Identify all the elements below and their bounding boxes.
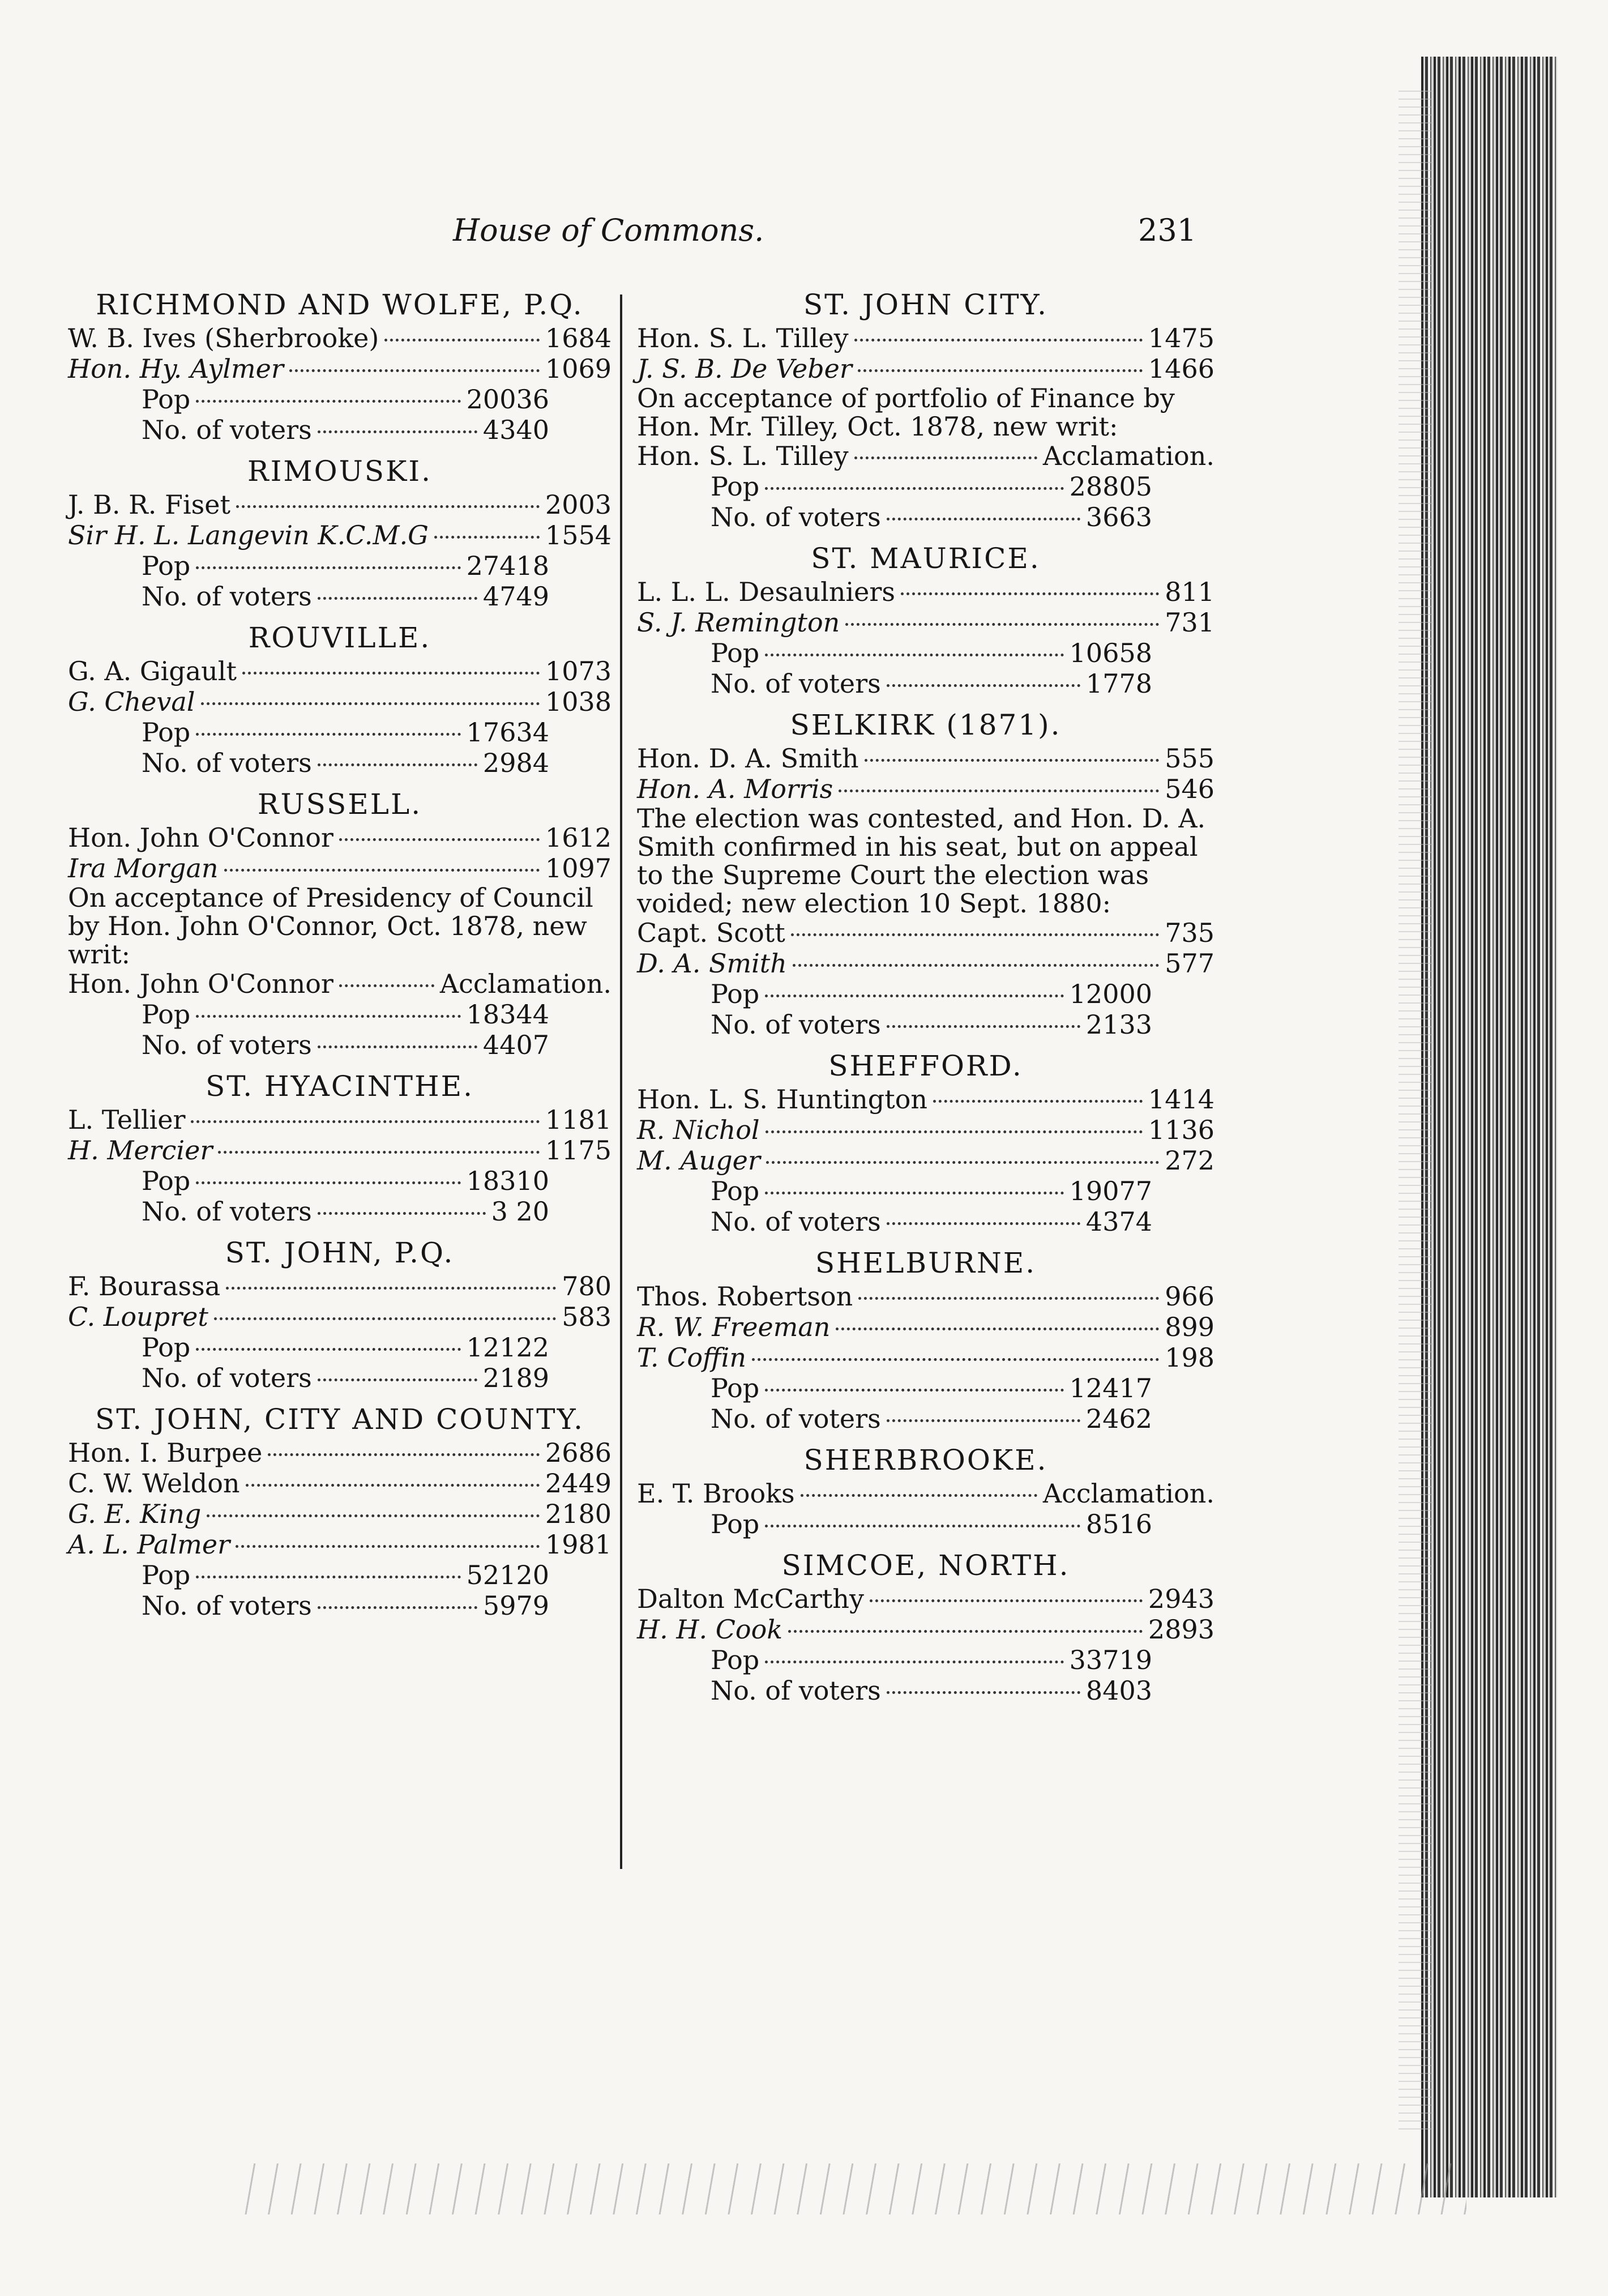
constituency-heading: RIMOUSKI.: [247, 455, 432, 488]
population-row: [637, 979, 1214, 1009]
constituency-section: [68, 1401, 611, 1621]
dot-leader: [887, 518, 1080, 520]
candidate-votes: 1981: [545, 1529, 611, 1560]
dot-leader: [858, 369, 1143, 372]
candidate-row: [637, 577, 1214, 607]
population-label: Pop: [142, 1332, 191, 1363]
candidate-votes: 1475: [1148, 323, 1214, 353]
constituency-heading: ST. JOHN CITY.: [803, 288, 1049, 321]
population-row: [68, 1332, 611, 1363]
candidate-row: [68, 822, 611, 853]
candidate-row: [68, 489, 611, 520]
population-value: 19077: [1069, 1176, 1152, 1206]
candidate-row: [68, 323, 611, 353]
voters-value: 1778: [1085, 668, 1152, 699]
voters-row: [637, 502, 1214, 532]
population-row: [68, 717, 611, 748]
dot-leader: [196, 1348, 460, 1351]
candidate-name: Hon. S. L. Tilley: [637, 323, 849, 353]
candidate-row: [637, 1614, 1214, 1645]
population-label: Pop: [711, 979, 760, 1009]
dot-leader: [384, 339, 540, 342]
dot-leader: [887, 1025, 1080, 1028]
dot-leader: [434, 536, 540, 539]
candidate-row: [68, 520, 611, 550]
population-value: 10658: [1069, 638, 1152, 668]
dot-leader: [196, 1181, 460, 1184]
constituency-heading: RUSSELL.: [257, 788, 422, 821]
candidate-name: Hon. Hy. Aylmer: [68, 353, 284, 384]
candidate-votes: 198: [1165, 1342, 1214, 1373]
candidate-row: [637, 1312, 1214, 1342]
voters-value: 4749: [482, 581, 549, 612]
candidate-row: [68, 1499, 611, 1529]
population-row: [68, 550, 611, 581]
dot-leader: [339, 984, 434, 987]
candidate-name: Hon. John O'Connor: [68, 822, 333, 853]
dot-leader: [788, 1630, 1143, 1633]
candidate-name: J. B. R. Fiset: [68, 489, 230, 520]
voters-value: 4374: [1085, 1206, 1152, 1237]
candidate-votes: 1097: [545, 853, 611, 884]
population-value: 52120: [466, 1560, 549, 1590]
candidate-name: Ira Morgan: [68, 853, 219, 884]
candidate-row: [637, 1145, 1214, 1176]
dot-leader: [226, 1287, 556, 1290]
dot-leader: [268, 1453, 540, 1456]
election-note: On acceptance of portfolio of Finance by Hon. Mr. Tilley, Oct. 1878, new writ:: [637, 383, 1175, 442]
dot-leader: [236, 1545, 540, 1548]
dot-leader: [793, 964, 1159, 967]
population-row: [68, 384, 611, 415]
population-row: [68, 1560, 611, 1590]
voters-label: No. of voters: [711, 668, 881, 699]
candidate-row: [637, 323, 1214, 353]
voters-label: No. of voters: [142, 581, 312, 612]
acclamation-row: [637, 1478, 1214, 1509]
population-label: Pop: [142, 1560, 191, 1590]
population-value: 17634: [466, 717, 549, 748]
acclamation-row: [68, 968, 611, 999]
population-value: 8516: [1085, 1509, 1152, 1539]
constituency-heading: SHELBURNE.: [815, 1247, 1037, 1279]
page-edge-shadow: [1399, 91, 1432, 2129]
candidate-votes: 1414: [1148, 1084, 1214, 1115]
voters-label: No. of voters: [142, 748, 312, 778]
acclamation-result: Acclamation.: [1042, 441, 1214, 471]
dot-leader: [318, 1379, 477, 1381]
constituency-section: [68, 287, 611, 445]
population-row: [637, 1176, 1214, 1206]
population-label: Pop: [142, 717, 191, 748]
candidate-votes: 546: [1165, 774, 1214, 804]
candidate-name: G. A. Gigault: [68, 656, 237, 686]
dot-leader: [887, 1691, 1080, 1694]
dot-leader: [836, 1328, 1159, 1330]
voters-row: [637, 668, 1214, 699]
acclamation-result: Acclamation.: [1042, 1478, 1214, 1509]
candidate-name: Hon. A. Morris: [637, 774, 833, 804]
dot-leader: [196, 1015, 460, 1018]
population-label: Pop: [711, 471, 760, 502]
dot-leader: [218, 1151, 540, 1154]
acclamation-row: [637, 441, 1214, 471]
population-row: [637, 1509, 1214, 1539]
dot-leader: [196, 566, 460, 569]
constituency-heading: RICHMOND AND WOLFE, P.Q.: [96, 288, 584, 321]
acclamation-name: E. T. Brooks: [637, 1478, 795, 1509]
voters-row: [637, 1009, 1214, 1040]
candidate-row: [68, 1437, 611, 1468]
running-header: House of Commons.: [453, 212, 764, 248]
candidate-row: [637, 607, 1214, 638]
population-row: [637, 638, 1214, 668]
dot-leader: [339, 838, 540, 841]
candidate-votes: 1612: [545, 822, 611, 853]
candidate-votes: 780: [562, 1271, 611, 1301]
candidate-name: F. Bourassa: [68, 1271, 221, 1301]
candidate-name: M. Auger: [637, 1145, 760, 1176]
candidate-name: G. Cheval: [68, 686, 195, 717]
population-label: Pop: [142, 1166, 191, 1196]
candidate-votes: 966: [1165, 1281, 1214, 1312]
population-label: Pop: [711, 1645, 760, 1675]
candidate-name: H. Mercier: [68, 1135, 213, 1166]
candidate-votes: 2686: [545, 1437, 611, 1468]
constituency-section: [637, 1048, 1214, 1237]
voters-row: [68, 748, 611, 778]
candidate-row: [68, 1529, 611, 1560]
dot-leader: [858, 1297, 1159, 1300]
voters-value: 2984: [482, 748, 549, 778]
population-row: [637, 1645, 1214, 1675]
voters-row: [68, 581, 611, 612]
constituency-section: [637, 1547, 1214, 1706]
dot-leader: [318, 430, 477, 433]
dot-leader: [854, 339, 1143, 342]
voters-row: [68, 1590, 611, 1621]
dot-leader: [196, 1576, 460, 1578]
candidate-votes: 1684: [545, 323, 611, 353]
candidate-name: T. Coffin: [637, 1342, 746, 1373]
candidate-votes: 2003: [545, 489, 611, 520]
candidate-name: Capt. Scott: [637, 917, 785, 948]
candidate-row: [68, 1271, 611, 1301]
bottom-scan-marks: [243, 2163, 1466, 2214]
candidate-votes: 1136: [1148, 1115, 1214, 1145]
population-label: Pop: [711, 1176, 760, 1206]
dot-leader: [801, 1494, 1037, 1497]
voters-label: No. of voters: [142, 1030, 312, 1060]
population-row: [68, 1166, 611, 1196]
constituency-section: [68, 453, 611, 612]
population-row: [68, 999, 611, 1030]
population-label: Pop: [142, 550, 191, 581]
dot-leader: [752, 1358, 1159, 1361]
candidate-row: [637, 353, 1214, 384]
voters-row: [637, 1403, 1214, 1434]
candidate-row: [637, 1115, 1214, 1145]
candidate-votes: 735: [1165, 917, 1214, 948]
dot-leader: [246, 1484, 540, 1487]
column-divider: [620, 295, 622, 1869]
acclamation-result: Acclamation.: [439, 968, 611, 999]
dot-leader: [207, 1514, 540, 1517]
dot-leader: [242, 672, 540, 675]
candidate-votes: 1175: [545, 1135, 611, 1166]
voters-value: 8403: [1085, 1675, 1152, 1706]
candidate-name: R. W. Freeman: [637, 1312, 831, 1342]
candidate-row: [637, 1281, 1214, 1312]
voters-label: No. of voters: [142, 415, 312, 445]
voters-value: 4407: [482, 1030, 549, 1060]
candidate-row: [637, 1584, 1214, 1614]
dot-leader: [933, 1100, 1143, 1103]
candidate-name: C. Loupret: [68, 1301, 208, 1332]
voters-label: No. of voters: [142, 1196, 312, 1227]
candidate-row: [637, 1084, 1214, 1115]
candidate-name: H. H. Cook: [637, 1614, 783, 1645]
dot-leader: [191, 1120, 539, 1123]
dot-leader: [318, 1606, 477, 1609]
voters-value: 2133: [1085, 1009, 1152, 1040]
candidate-name: G. E. King: [68, 1499, 202, 1529]
dot-leader: [236, 505, 540, 508]
candidate-name: Thos. Robertson: [637, 1281, 853, 1312]
candidate-name: D. A. Smith: [637, 948, 787, 979]
dot-leader: [854, 456, 1037, 459]
dot-leader: [765, 1130, 1143, 1133]
constituency-heading: SHEFFORD.: [828, 1049, 1023, 1082]
candidate-votes: 2943: [1148, 1584, 1214, 1614]
candidate-name: Hon. I. Burpee: [68, 1437, 263, 1468]
left-column: [68, 283, 611, 1629]
constituency-section: [637, 1442, 1214, 1539]
constituency-heading: ROUVILLE.: [248, 621, 431, 654]
dot-leader: [201, 702, 540, 705]
population-label: Pop: [711, 1509, 760, 1539]
acclamation-name: Hon. S. L. Tilley: [637, 441, 849, 471]
population-value: 12417: [1069, 1373, 1152, 1403]
candidate-row: [637, 917, 1214, 948]
constituency-section: [637, 287, 1214, 532]
population-label: Pop: [142, 999, 191, 1030]
candidate-votes: 1073: [545, 656, 611, 686]
constituency-section: [68, 1235, 611, 1393]
candidate-votes: 555: [1165, 743, 1214, 774]
dot-leader: [214, 1317, 556, 1320]
candidate-name: C. W. Weldon: [68, 1468, 240, 1499]
voters-label: No. of voters: [711, 1206, 881, 1237]
dot-leader: [224, 869, 540, 872]
candidate-name: L. L. L. Desaulniers: [637, 577, 896, 607]
candidate-name: W. B. Ives (Sherbrooke): [68, 323, 379, 353]
dot-leader: [870, 1599, 1143, 1602]
population-value: 27418: [466, 550, 549, 581]
voters-label: No. of voters: [711, 1009, 881, 1040]
candidate-votes: 1038: [545, 686, 611, 717]
election-note: The election was contested, and Hon. D. A. Smith confirmed in his seat, but on appeal to the Supreme Court the election was voided; new election 10 Sept. 1880:: [637, 803, 1206, 919]
candidate-votes: 577: [1165, 948, 1214, 979]
candidate-row: [68, 656, 611, 686]
candidate-name: R. Nichol: [637, 1115, 760, 1145]
candidate-votes: 1554: [545, 520, 611, 550]
population-label: Pop: [711, 1373, 760, 1403]
candidate-row: [68, 853, 611, 884]
candidate-row: [637, 774, 1214, 804]
candidate-row: [637, 1342, 1214, 1373]
population-value: 28805: [1069, 471, 1152, 502]
page-number: 231: [1138, 212, 1197, 248]
population-row: [637, 1373, 1214, 1403]
dot-leader: [765, 1661, 1063, 1663]
right-column: [637, 283, 1214, 1714]
candidate-votes: 731: [1165, 607, 1214, 638]
dot-leader: [765, 1389, 1063, 1392]
population-value: 12000: [1069, 979, 1152, 1009]
candidate-votes: 1181: [545, 1104, 611, 1135]
candidate-name: Hon. L. S. Huntington: [637, 1084, 928, 1115]
population-value: 18310: [466, 1166, 549, 1196]
dot-leader: [901, 592, 1159, 595]
election-note: On acceptance of Presidency of Council by Hon. John O'Connor, Oct. 1878, new writ:: [68, 882, 593, 970]
voters-label: No. of voters: [142, 1363, 312, 1393]
voters-row: [637, 1675, 1214, 1706]
constituency-heading: ST. HYACINTHE.: [206, 1070, 474, 1103]
candidate-name: L. Tellier: [68, 1104, 186, 1135]
constituency-section: [68, 1068, 611, 1227]
candidate-votes: 2180: [545, 1499, 611, 1529]
dot-leader: [887, 1419, 1080, 1422]
candidate-row: [68, 1301, 611, 1332]
candidate-row: [637, 948, 1214, 979]
population-value: 33719: [1069, 1645, 1152, 1675]
candidate-row: [68, 353, 611, 384]
constituency-section: [68, 620, 611, 778]
constituency-heading: SIMCOE, NORTH.: [781, 1549, 1070, 1582]
dot-leader: [887, 1222, 1080, 1225]
constituency-heading: ST. MAURICE.: [811, 542, 1041, 575]
population-label: Pop: [711, 638, 760, 668]
voters-value: 2462: [1085, 1403, 1152, 1434]
acclamation-name: Hon. John O'Connor: [68, 968, 333, 999]
population-label: Pop: [142, 384, 191, 415]
candidate-votes: 583: [562, 1301, 611, 1332]
candidate-votes: 811: [1165, 577, 1214, 607]
constituency-section: [68, 786, 611, 1060]
candidate-name: Sir H. L. Langevin K.C.M.G: [68, 520, 429, 550]
population-value: 20036: [466, 384, 549, 415]
voters-value: 3 20: [491, 1196, 549, 1227]
dot-leader: [318, 763, 477, 766]
constituency-section: [637, 1245, 1214, 1434]
voters-label: No. of voters: [711, 1675, 881, 1706]
voters-row: [68, 415, 611, 445]
dot-leader: [196, 400, 460, 403]
candidate-name: J. S. B. De Veber: [637, 353, 852, 384]
voters-row: [68, 1030, 611, 1060]
voters-value: 5979: [482, 1590, 549, 1621]
dot-leader: [839, 789, 1159, 792]
constituency-section: [637, 707, 1214, 1040]
dot-leader: [845, 623, 1159, 626]
candidate-votes: 1069: [545, 353, 611, 384]
dot-leader: [289, 369, 540, 372]
dot-leader: [766, 1161, 1159, 1164]
candidate-name: Hon. D. A. Smith: [637, 743, 859, 774]
dot-leader: [765, 1525, 1080, 1527]
candidate-row: [68, 1468, 611, 1499]
dot-leader: [318, 1212, 486, 1215]
dot-leader: [318, 1045, 477, 1048]
population-value: 12122: [466, 1332, 549, 1363]
dot-leader: [765, 487, 1063, 490]
candidate-name: A. L. Palmer: [68, 1529, 230, 1560]
voters-row: [68, 1196, 611, 1227]
dot-leader: [865, 759, 1160, 762]
candidate-name: S. J. Remington: [637, 607, 840, 638]
candidate-row: [68, 1104, 611, 1135]
candidate-votes: 2893: [1148, 1614, 1214, 1645]
dot-leader: [765, 1192, 1063, 1194]
candidate-row: [637, 743, 1214, 774]
candidate-name: Dalton McCarthy: [637, 1584, 865, 1614]
candidate-votes: 272: [1165, 1145, 1214, 1176]
candidate-votes: 2449: [545, 1468, 611, 1499]
dot-leader: [765, 654, 1063, 656]
candidate-row: [68, 1135, 611, 1166]
constituency-heading: SHERBROOKE.: [803, 1444, 1048, 1476]
candidate-row: [68, 686, 611, 717]
voters-row: [68, 1363, 611, 1393]
voters-value: 2189: [482, 1363, 549, 1393]
voters-row: [637, 1206, 1214, 1237]
dot-leader: [765, 995, 1063, 997]
page-edge-texture: [1421, 57, 1557, 2197]
constituency-heading: SELKIRK (1871).: [790, 709, 1062, 741]
voters-value: 4340: [482, 415, 549, 445]
voters-label: No. of voters: [711, 1403, 881, 1434]
voters-value: 3663: [1085, 502, 1152, 532]
constituency-section: [637, 540, 1214, 699]
dot-leader: [791, 933, 1159, 936]
constituency-heading: ST. JOHN, P.Q.: [225, 1236, 455, 1269]
dot-leader: [318, 597, 477, 600]
constituency-heading: ST. JOHN, CITY AND COUNTY.: [95, 1403, 585, 1436]
candidate-votes: 1466: [1148, 353, 1214, 384]
dot-leader: [887, 684, 1080, 687]
dot-leader: [196, 733, 460, 736]
candidate-votes: 899: [1165, 1312, 1214, 1342]
population-value: 18344: [466, 999, 549, 1030]
population-row: [637, 471, 1214, 502]
voters-label: No. of voters: [142, 1590, 312, 1621]
voters-label: No. of voters: [711, 502, 881, 532]
